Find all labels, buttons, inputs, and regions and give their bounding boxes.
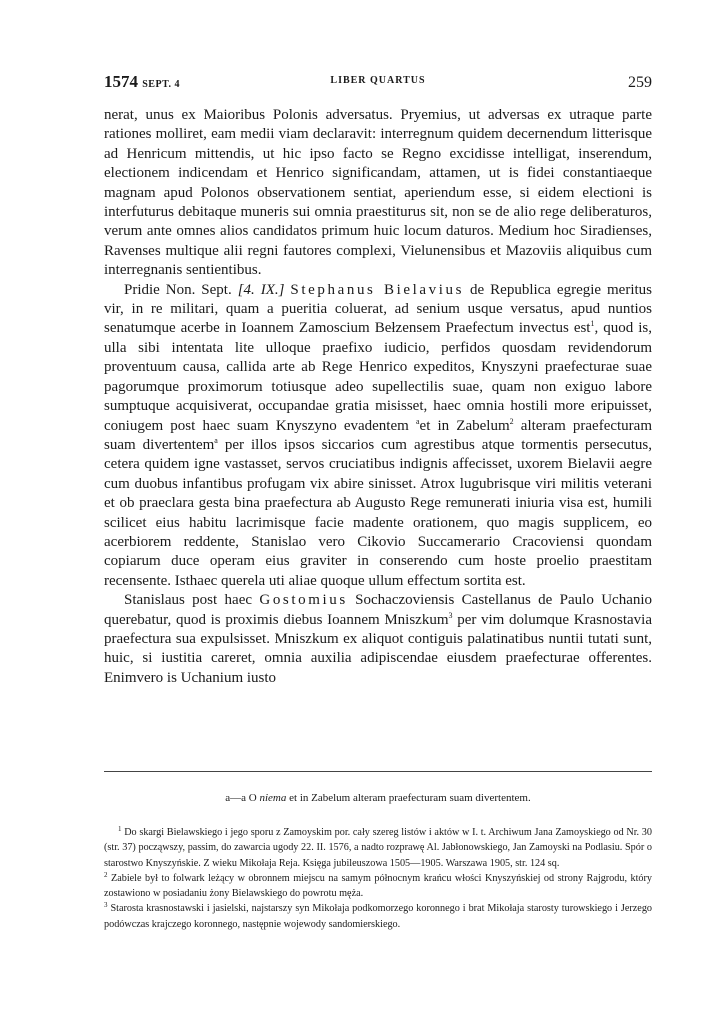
p3-text-a: Stanislaus post haec (124, 592, 253, 609)
p3-text-c: per vim dolumque Krasnostavia praefectura sua expulsisset. Mniszkum ex aliquot contiguis palatinatibus nuntii tutati sunt, huic, si iustitia careret, omnia auxilia adipiscendae eiusdem praefecturae offerentes. Enimvero is Uchanium iusto (104, 611, 653, 686)
p2-text-f: per illos ipsos siccarios cum agrestibus atque tormentis persecutus, cetera quidem igne vastasset, servos cruciatibus indignis affecisset, uxorem Bielavii aegre cum duobus infantibus profugam vix abire sinisset. Atrox lugubrisque viri militis veterani et ob praeclara gesta bina praefectura ab Augusto Rege remunerati iniuria visa est, humili scilicet eius habitu lacrimisque facie madente orationem, quo magis supplicem, eo acerbiorem reddente, Stanislao vero Cikovio Succamerario Cracoviensi quondam copiarum duce operam eius graviter in conserendo cum hoste proelio praestitam recensente. Isthaec querela uti aliae quoque ullum effectum sortita est. (104, 436, 652, 589)
main-text (104, 106, 652, 688)
footnote-text: Starosta krasnostawski i jasielski, najstarszy syn Mikołaja podkomorzego koronnego i brat Mikołaja starosty turowskiego i Jerzego podówczas krajczego koronnego, następnie wojewody sandomierskiego. (104, 903, 653, 930)
running-header (104, 72, 652, 94)
paragraph-1: nerat, unus ex Maioribus Polonis adversatus. Pryemius, ut adversas ex utraque parte rationes molliret, eam medii viam declaravit: interregnum quidem decernendum litterisque ad Henricum mittendis, ut hic ipso facto se Regno excidisse intelligat, inserendum, electionem indicendam et Henrico significandam, attamen, ut is fidei constantiaeque magnam apud Polonos observationem sentiat, aperiendum esse, si eidem electioni is interfuturus debitaque muneris sui omnia praestiturus sit, non se de alio rege deliberaturos, verum ante omnes alios candidatos primum huic locum daturos. Medium hoc Siradienses, Ravenses multique alii regni fautores complexi, Vielunensibus et Mazoviis aliquibus cum interregnanis sentientibus. (104, 107, 652, 279)
variant-text-italic: niema (259, 792, 287, 804)
p2-text-e: alteram praefecturam suam divertentem (104, 417, 653, 453)
date-marker: [4. IX.] (237, 281, 285, 298)
footnote-2 (104, 871, 652, 902)
p2-text-a: Pridie Non. Sept. (124, 281, 232, 298)
variant-ref-a-start: a (415, 416, 420, 426)
p3-text-b: Sochaczoviensis Castellanus de Paulo Uchanio querebatur, quod is proximis diebus Ioannem Mniszkum (104, 592, 653, 628)
footnote-marker: 3 (104, 901, 108, 910)
person-name: Gostomius (259, 592, 348, 609)
footnote-text: Do skargi Bielawskiego i jego sporu z Zamoyskim por. cały szereg listów i aktów w I. t. Archiwum Jana Zamoyskiego od Nr. 30 (str. 37) począwszy, passim, do zawarcia ugody 22. II. 1576, a nadto rozprawę Al. Jabłonowskiego, Jan Zamoyski na Podlasiu. Spór o starostwo Knyszyńskie. Z wieku Mikołaja Reja. Księga jubileuszowa 1505—1905. Warszawa 1905, str. 124 sq. (104, 827, 652, 869)
paragraph-3 (104, 591, 652, 688)
variant-text-a: O (248, 792, 257, 804)
textual-variant-note (104, 792, 652, 804)
variant-text-b: et in Zabelum alteram praefecturam suam divertentem. (289, 792, 531, 804)
paragraph-2 (104, 281, 652, 592)
header-month-day: SEPT. 4 (142, 79, 181, 90)
footnote-marker: 1 (118, 825, 122, 833)
footnote-3 (104, 901, 652, 932)
person-name: Stephanus Bielavius (290, 281, 465, 298)
footnote-marker: 2 (104, 870, 108, 879)
header-title: LIBER QUARTUS (330, 75, 426, 86)
footnote-ref-2: 2 (509, 416, 514, 426)
p2-text-c: , quod is, ulla sibi intentata lite ulloque praefixo iudicio, perfidos quosdam revidendorum proventuum causa, callida arte ab Rege Henrico expeditos, Knyszyni praefecturae suae pagorumque proximorum totiusque adeo supellectilis suae, quam non exiguo labore sumptuque acquisiverat, occupandae gratia misisset, haec omnia hostili more eripuisset, coniugem post haec suam Knyszyno evadentem (104, 320, 652, 434)
page-number: 259 (628, 74, 652, 91)
footnote-divider (104, 771, 652, 772)
footnote-text: Zabiele był to folwark leżący w obronnem miejscu na samym północnym krańcu włości Knyszyńskiej od strony Rajgrodu, który zostawiono w posiadaniu żony Bielawskiego do powrotu męża. (104, 872, 652, 900)
footnote-ref-1: 1 (590, 319, 595, 329)
p2-text-d: et in Zabelum (419, 417, 510, 434)
footnote-ref-3: 3 (448, 610, 453, 620)
p2-text-b: de Republica egregie meritus vir, in re militari, quam a pueritia coluerat, ad senium usque versatus, apud nuntios senatumque acerbe in Ioannem Zamoscium Bełzensem Praefectum invectus est (104, 281, 652, 337)
variant-ref-a-end: a (214, 435, 218, 445)
variant-marker: a—a (225, 792, 247, 804)
header-year: 1574 (104, 72, 138, 91)
footnote-1 (104, 825, 652, 871)
footnotes (104, 825, 652, 932)
